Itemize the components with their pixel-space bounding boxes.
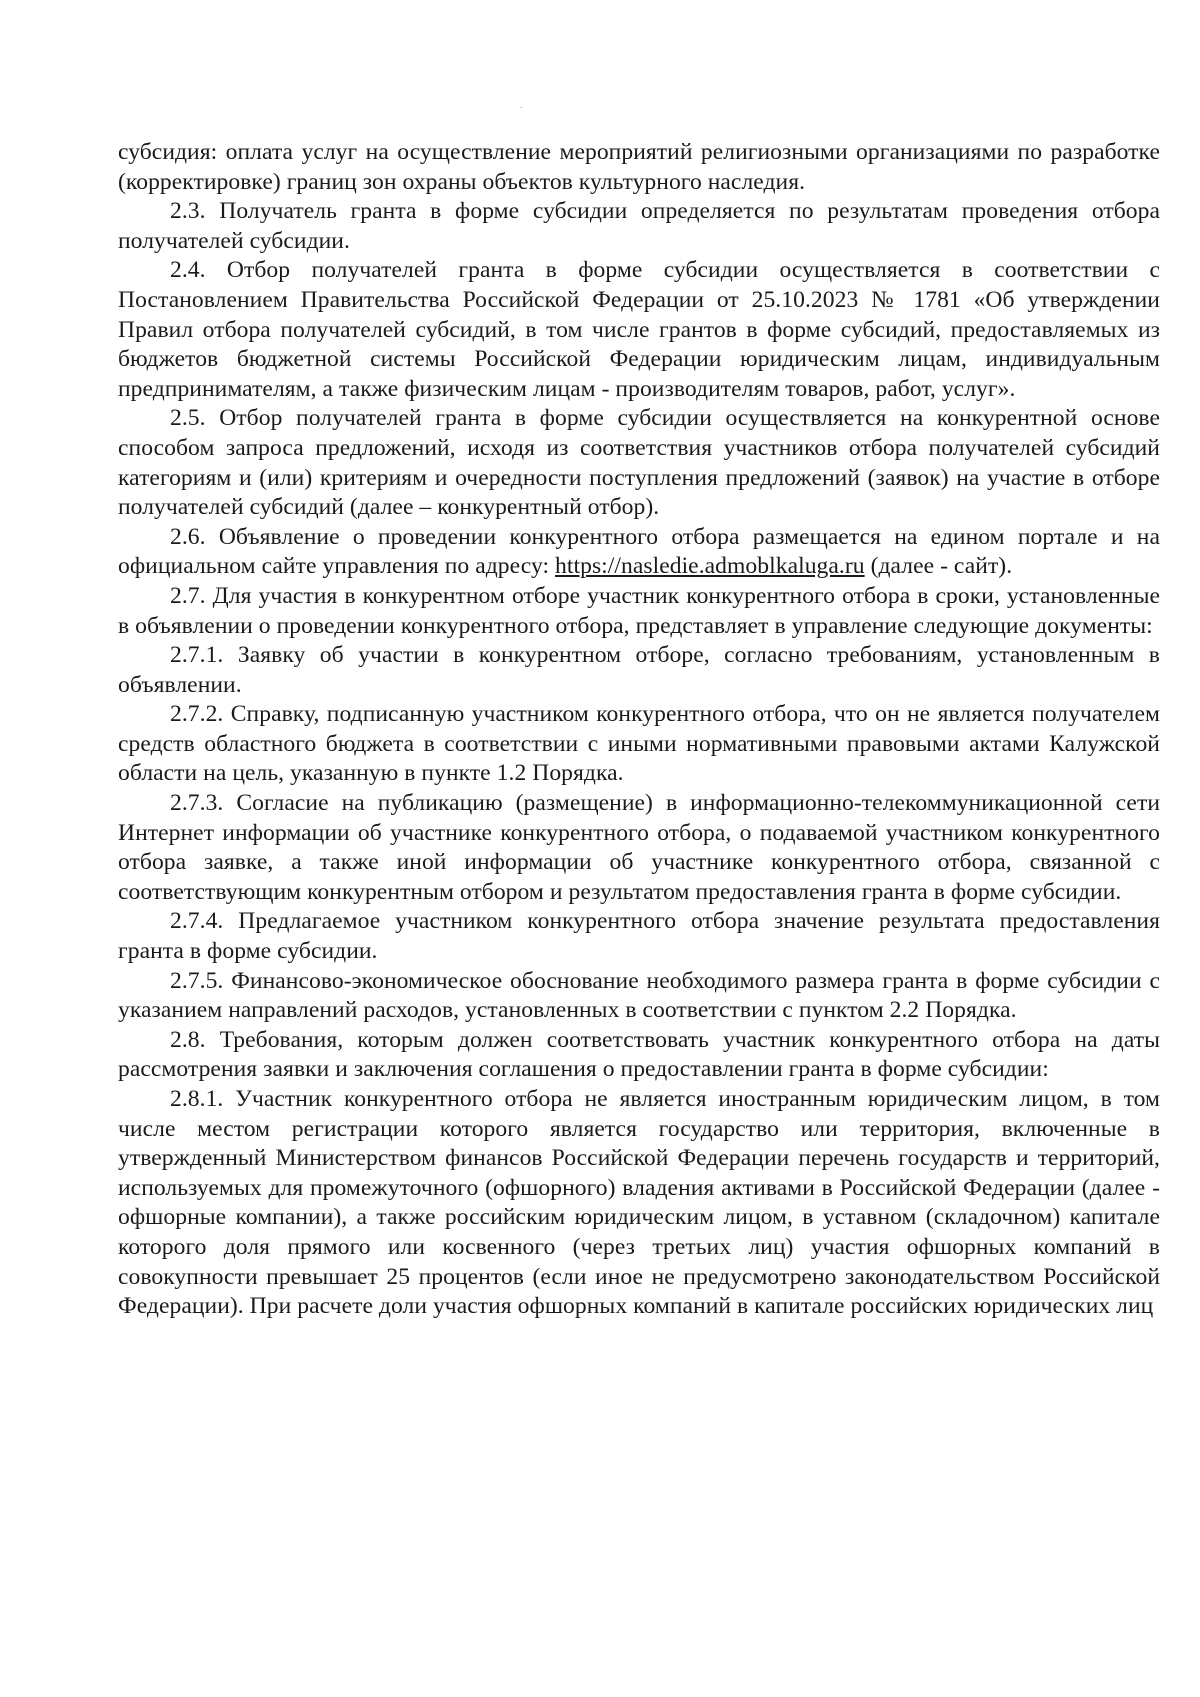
paragraph-2-8: 2.8. Требования, которым должен соответствовать участник конкурентного отбора на даты рассмотрения заявки и заключения соглашения о предоставлении гранта в форме субсидии: [118, 1026, 1160, 1083]
paragraph-2-8-1: 2.8.1. Участник конкурентного отбора не является иностранным юридическим лицом, в том числе местом регистрации которого является государство или территория, включенные в утвержденный Министерством финансов Российской Федерации перечень государств и территорий, используемых для промежуточного (офшорного) владения активами в Российской Федерации (далее - офшорные компании), а также российским юридическим лицом, в уставном (складочном) капитале которого доля прямого или косвенного (через третьих лиц) участия офшорных компаний в совокупности превышает 25 процентов (если иное не предусмотрено законодательством Российской Федерации). При расчете доли участия офшорных компаний в капитале российских юридических лиц [118, 1086, 1160, 1320]
paragraph-2-7-3: 2.7.3. Согласие на публикацию (размещение) в информационно-телекоммуникационной сети Интернет информации об участнике конкурентного отбора, о подаваемой участником конкурентного отбора заявке, а также иной информации об участнике конкурентного отбора, связанной с соответствующим конкурентным отбором и результатом предоставления гранта в форме субсидии. [118, 790, 1160, 905]
paragraph-2-3: 2.3. Получатель гранта в форме субсидии определяется по результатам проведения отбора получателей субсидии. [118, 198, 1160, 254]
paragraph-2-7-2: 2.7.2. Справку, подписанную участником конкурентного отбора, что он не является получателем средств областного бюджета в соответствии с иными нормативными правовыми актами Калужской области на цель, указанную в пункте 1.2 Порядка. [118, 701, 1160, 787]
paragraph-2-4: 2.4. Отбор получателей гранта в форме субсидии осуществляется в соответствии с Постановлением Правительства Российской Федерации от 25.10.2023 № 1781 «Об утверждении Правил отбора получателей субсидий, в том числе грантов в форме субсидий, предоставляемых из бюджетов бюджетной системы Российской Федерации юридическим лицам, индивидуальным предпринимателям, а также физическим лицам - производителям товаров, работ, услуг». [118, 257, 1160, 402]
paragraph-2-7-4: 2.7.4. Предлагаемое участником конкурентного отбора значение результата предоставления гранта в форме субсидии. [118, 908, 1160, 965]
document-page [118, 138, 1160, 1322]
paragraph-2-6-text-after: (далее - сайт). [864, 553, 1013, 580]
paragraph-2-7-1: 2.7.1. Заявку об участии в конкурентном отборе, согласно требованиям, установленным в объявлении. [118, 642, 1160, 698]
scan-mark [520, 107, 522, 108]
paragraph-2-5: 2.5. Отбор получателей гранта в форме субсидии осуществляется на конкурентной основе способом запроса предложений, исходя из соответствия участников отбора получателей субсидий категориям и (или) критериям и очередности поступления предложений (заявок) на участие в отборе получателей субсидий (далее – конкурентный отбор). [118, 405, 1160, 521]
paragraph-intro: субсидия: оплата услуг на осуществление мероприятий религиозными организациями по разработке (корректировке) границ зон охраны объектов культурного наследия. [118, 139, 1160, 195]
paragraph-2-6-text-before: 2.6. Объявление о проведении конкурентного отбора размещается на едином портале и на официальном сайте управления по адресу: [118, 523, 1160, 580]
website-link[interactable]: https://nasledie.admoblkaluga.ru [555, 553, 865, 580]
paragraph-2-7-5: 2.7.5. Финансово-экономическое обоснование необходимого размера гранта в форме субсидии с указанием направлений расходов, установленных в соответствии с пунктом 2.2 Порядка. [118, 967, 1160, 1024]
paragraph-2-6 [118, 523, 1160, 582]
paragraph-2-7: 2.7. Для участия в конкурентном отборе участник конкурентного отбора в сроки, установленные в объявлении о проведении конкурентного отбора, представляет в управление следующие документы: [118, 582, 1160, 639]
